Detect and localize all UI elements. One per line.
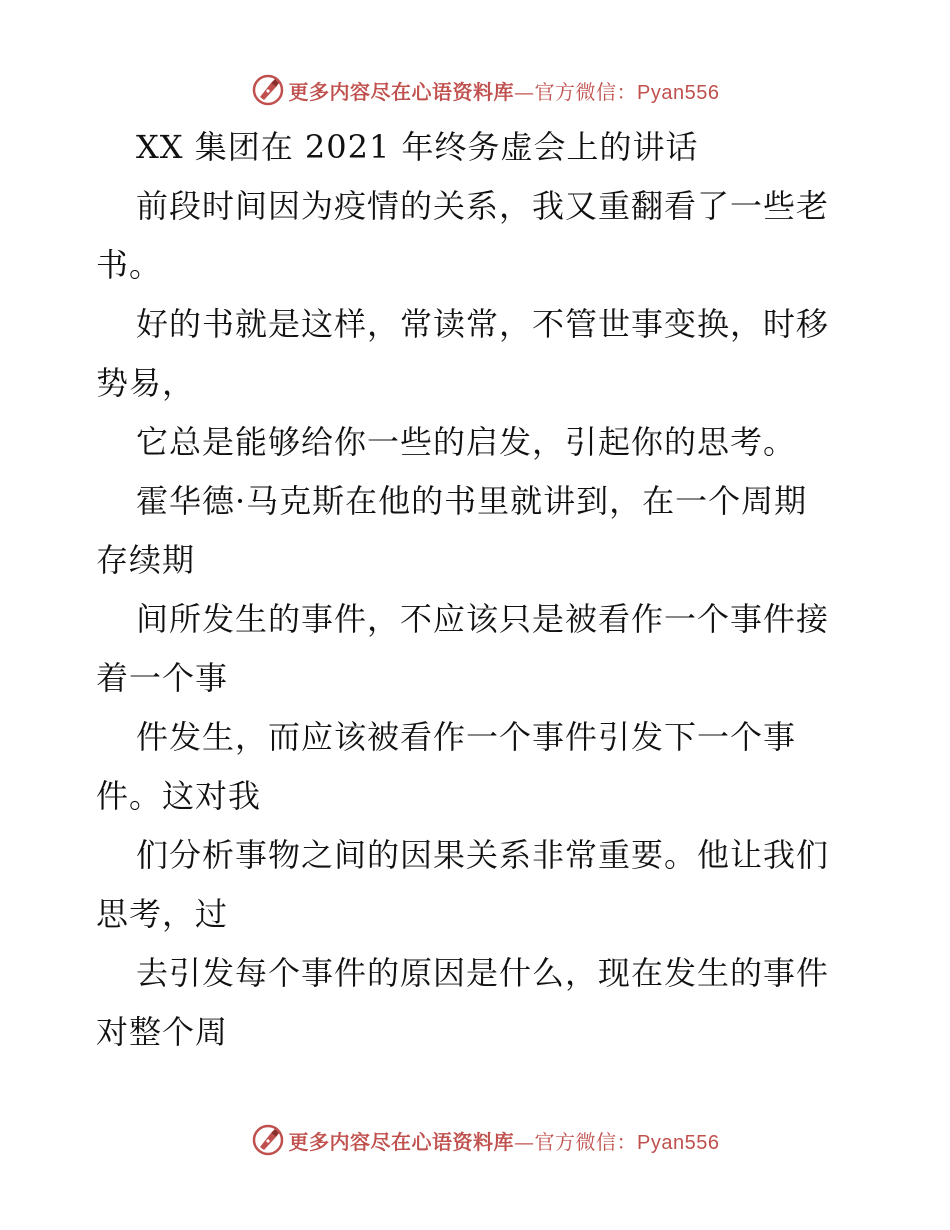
header-banner-text	[289, 76, 720, 105]
paragraph-line: 对整个周	[96, 1013, 229, 1051]
paragraph-line: 存续期	[96, 541, 196, 579]
footer-wechat-label: 官方微信：	[534, 1129, 638, 1154]
paragraph-line: 着一个事	[96, 659, 229, 697]
pen-nib-logo-icon	[251, 73, 285, 107]
footer-separator: —	[514, 1129, 535, 1154]
footer-banner-text	[289, 1126, 720, 1155]
header-banner-inner	[251, 73, 720, 107]
header-banner	[0, 70, 950, 110]
paragraph-line: 思考，过	[96, 895, 229, 933]
paragraph-line: 霍华德·马克斯在他的书里就讲到，在一个周期	[136, 482, 808, 520]
pen-nib-logo-icon	[251, 1123, 285, 1157]
paragraph-line: 件。这对我	[96, 777, 262, 815]
header-wechat-label: 官方微信：	[534, 79, 638, 104]
paragraph-line: 它总是能够给你一些的启发，引起你的思考。	[136, 423, 797, 461]
paragraph-line: 书。	[96, 246, 163, 284]
paragraph-line: 前段时间因为疫情的关系，我又重翻看了一些老	[136, 187, 830, 225]
header-wechat-id: Pyan556	[637, 81, 720, 104]
paragraph-line: 势易，	[96, 364, 196, 402]
header-separator: —	[514, 79, 535, 104]
header-brand-text: 更多内容尽在心语资料库	[288, 79, 515, 104]
paragraph-line: 间所发生的事件，不应该只是被看作一个事件接	[136, 600, 830, 638]
footer-banner	[0, 1120, 950, 1160]
footer-brand-text: 更多内容尽在心语资料库	[288, 1129, 515, 1154]
footer-wechat-id: Pyan556	[637, 1131, 720, 1154]
paragraph-line: 件发生，而应该被看作一个事件引发下一个事	[136, 718, 797, 756]
paragraph-line: 们分析事物之间的因果关系非常重要。他让我们	[136, 836, 830, 874]
footer-banner-inner	[251, 1123, 720, 1157]
paragraph-line: 好的书就是这样，常读常，不管世事变换，时移	[136, 305, 830, 343]
paragraph-line: 去引发每个事件的原因是什么，现在发生的事件	[136, 954, 830, 992]
document-body	[96, 118, 856, 1062]
document-title: XX 集团在 2021 年终务虚会上的讲话	[136, 128, 699, 166]
